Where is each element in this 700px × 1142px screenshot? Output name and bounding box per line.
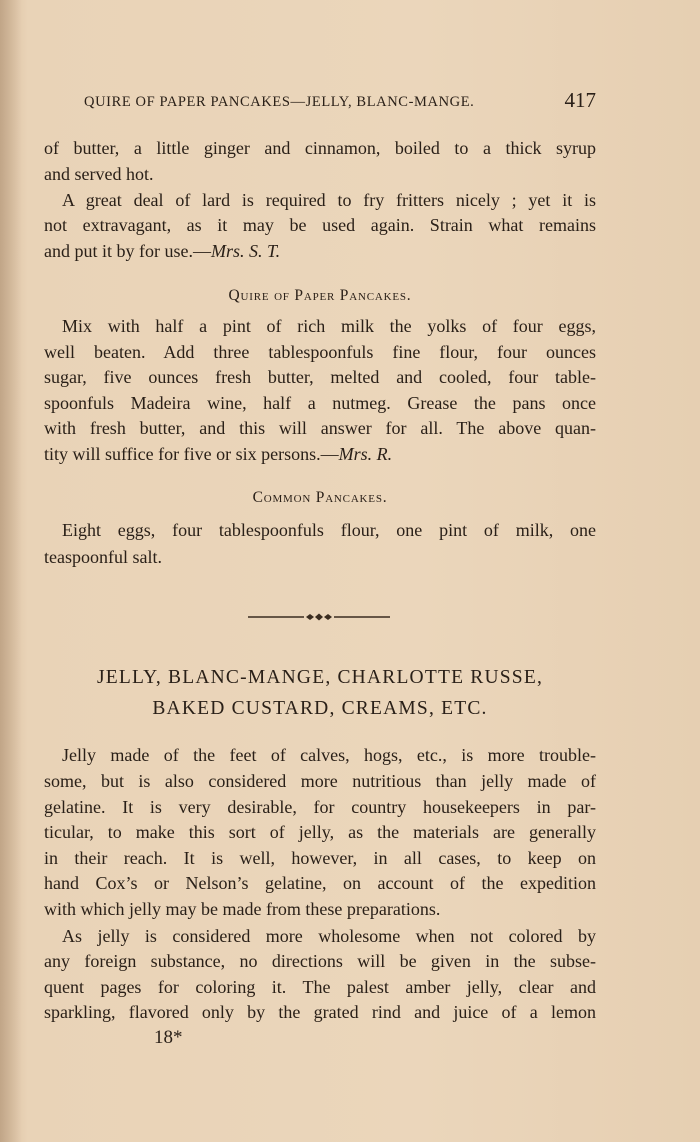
text-line: any foreign substance, no directions will be given in the subse- [44, 951, 596, 971]
text-line: As jelly is considered more wholesome when not colored by [62, 926, 596, 946]
chapter-title-line-1: JELLY, BLANC-MANGE, CHARLOTTE RUSSE, [96, 667, 544, 688]
text-line: A great deal of lard is required to fry fritters nicely ; yet it is [62, 190, 596, 210]
text-line: teaspoonful salt. [44, 547, 162, 567]
text-line: sparkling, flavored only by the grated rind and juice of a lemon [44, 1002, 596, 1022]
text-line: Eight eggs, four tablespoonfuls flour, one pint of milk, one [62, 520, 596, 540]
page-header [84, 88, 596, 116]
text-line: with which jelly may be made from these preparations. [44, 899, 441, 919]
text-line: ticular, to make this sort of jelly, as the materials are generally [44, 822, 596, 842]
attribution-name: Mrs. R. [338, 444, 393, 464]
text-line: of butter, a little ginger and cinnamon, boiled to a thick syrup [44, 138, 596, 158]
page-number: 417 [564, 88, 596, 112]
section-heading: Common Pancakes. [252, 489, 388, 506]
text-line: gelatine. It is very desirable, for country housekeepers in par- [44, 797, 596, 817]
ornamental-rule [248, 612, 390, 622]
running-head: QUIRE OF PAPER PANCAKES—JELLY, BLANC-MANGE. [84, 94, 475, 110]
text-line: sugar, five ounces fresh butter, melted and cooled, four table- [44, 367, 596, 387]
text-line: Jelly made of the feet of calves, hogs, etc., is more trouble- [62, 745, 596, 765]
text-line: not extravagant, as it may be used again. Strain what remains [44, 215, 596, 235]
text-line: hand Cox’s or Nelson’s gelatine, on account of the expedition [44, 873, 596, 893]
text-line: well beaten. Add three tablespoonfuls fine flour, four ounces [44, 342, 596, 362]
text-line: and served hot. [44, 164, 154, 184]
text-line: in their reach. It is well, however, in all cases, to keep on [44, 848, 596, 868]
chapter-title-line-2: BAKED CUSTARD, CREAMS, ETC. [152, 698, 488, 719]
text-line: Mix with half a pint of rich milk the yolks of four eggs, [62, 316, 596, 336]
text-line-signature [44, 240, 596, 262]
attribution-name: Mrs. S. T. [210, 241, 281, 261]
text-line: and put it by for use.—Mrs. S. T. [44, 241, 281, 261]
section-heading: Quire of Paper Pancakes. [228, 287, 412, 304]
text-line: tity will suffice for five or six persons.—Mrs. R. [44, 444, 393, 464]
signature-mark: 18* [154, 1027, 183, 1048]
text-line: some, but is also considered more nutritious than jelly made of [44, 771, 596, 791]
text-line: spoonfuls Madeira wine, half a nutmeg. Grease the pans once [44, 393, 596, 413]
text-line: with fresh butter, and this will answer for all. The above quan- [44, 418, 596, 438]
text-line: quent pages for coloring it. The palest amber jelly, clear and [44, 977, 596, 997]
